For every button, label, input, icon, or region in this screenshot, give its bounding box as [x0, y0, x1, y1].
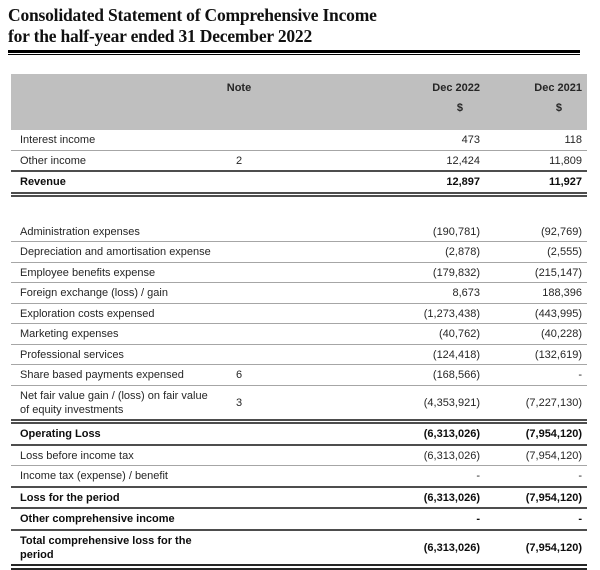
row-label: Marketing expenses — [11, 324, 216, 344]
table-row — [11, 365, 587, 386]
row-value-dec2022: (179,832) — [262, 263, 480, 283]
row-value-dec2021: (7,954,120) — [480, 538, 587, 558]
row-label: Revenue — [11, 172, 216, 192]
row-value-dec2022: (2,878) — [262, 242, 480, 262]
row-value-dec2022: 12,897 — [262, 172, 480, 192]
row-note — [216, 137, 262, 143]
row-label: Net fair value gain / (loss) on fair value of equity investments — [11, 386, 216, 420]
header-dec-2021-column — [480, 81, 587, 130]
row-value-dec2022: (6,313,026) — [262, 538, 480, 558]
header-period2-label: Dec 2021 — [534, 82, 582, 94]
row-value-dec2021: (7,954,120) — [480, 424, 587, 444]
currency-symbol-dec-2021: $ — [480, 101, 582, 115]
row-value-dec2021: 11,809 — [480, 151, 587, 171]
row-note — [216, 473, 262, 479]
header-period1-label: Dec 2022 — [432, 82, 480, 94]
row-label: Interest income — [11, 130, 216, 150]
row-note — [216, 229, 262, 235]
row-note — [216, 431, 262, 437]
row-note — [216, 179, 262, 185]
row-note — [216, 249, 262, 255]
table-row — [11, 222, 587, 243]
row-label: Exploration costs expensed — [11, 304, 216, 324]
header-dec-2022-column — [262, 81, 480, 130]
table-row — [11, 386, 587, 425]
row-label: Foreign exchange (loss) / gain — [11, 283, 216, 303]
row-value-dec2022: (124,418) — [262, 345, 480, 365]
row-note — [216, 516, 262, 522]
table-row — [11, 466, 587, 488]
row-label: Employee benefits expense — [11, 263, 216, 283]
row-value-dec2022: (168,566) — [262, 365, 480, 385]
table-row — [11, 304, 587, 325]
table-row — [11, 130, 587, 151]
row-value-dec2022: (190,781) — [262, 222, 480, 242]
row-label: Other income — [11, 151, 216, 171]
row-value-dec2022: (1,273,438) — [262, 304, 480, 324]
table-section-spacer — [11, 197, 587, 222]
table-body — [11, 130, 587, 570]
row-label: Depreciation and amortisation expense — [11, 242, 216, 262]
page-title-line2: for the half-year ended 31 December 2022 — [8, 26, 312, 46]
row-value-dec2022: (6,313,026) — [262, 488, 480, 508]
row-note — [216, 453, 262, 459]
header-label-column — [11, 81, 216, 130]
page-title-line1: Consolidated Statement of Comprehensive Income — [8, 5, 377, 25]
table-row — [11, 446, 587, 467]
table-row — [11, 151, 587, 173]
row-note — [216, 270, 262, 276]
table-header-row — [11, 74, 587, 130]
row-note: 2 — [216, 151, 262, 171]
row-value-dec2022: 473 — [262, 130, 480, 150]
row-label: Other comprehensive income — [11, 509, 216, 529]
row-label: Income tax (expense) / benefit — [11, 466, 216, 486]
row-note — [216, 545, 262, 551]
row-note: 6 — [216, 365, 262, 385]
table-row — [11, 263, 587, 284]
row-value-dec2021: (215,147) — [480, 263, 587, 283]
title-underline-rule — [8, 50, 580, 55]
row-value-dec2021: (92,769) — [480, 222, 587, 242]
row-note — [216, 495, 262, 501]
table-row — [11, 172, 587, 197]
row-note: 3 — [216, 393, 262, 413]
row-value-dec2021: (443,995) — [480, 304, 587, 324]
row-value-dec2021: (7,954,120) — [480, 488, 587, 508]
row-value-dec2022: (40,762) — [262, 324, 480, 344]
row-note — [216, 331, 262, 337]
row-value-dec2021: 188,396 — [480, 283, 587, 303]
row-label: Total comprehensive loss for the period — [11, 531, 216, 565]
row-value-dec2022: (4,353,921) — [262, 393, 480, 413]
table-row — [11, 324, 587, 345]
row-value-dec2021: (2,555) — [480, 242, 587, 262]
table-row — [11, 242, 587, 263]
row-value-dec2021: - — [480, 466, 587, 486]
table-row — [11, 531, 587, 570]
table-row — [11, 509, 587, 531]
row-label: Administration expenses — [11, 222, 216, 242]
row-label: Professional services — [11, 345, 216, 365]
table-row — [11, 283, 587, 304]
row-value-dec2021: - — [480, 365, 587, 385]
row-note — [216, 352, 262, 358]
currency-symbol-dec-2022: $ — [262, 101, 480, 115]
table-row — [11, 345, 587, 366]
row-note — [216, 290, 262, 296]
row-value-dec2021: (7,954,120) — [480, 446, 587, 466]
table-row — [11, 488, 587, 510]
row-value-dec2021: (7,227,130) — [480, 393, 587, 413]
row-value-dec2022: 8,673 — [262, 283, 480, 303]
row-label: Loss for the period — [11, 488, 216, 508]
row-value-dec2022: 12,424 — [262, 151, 480, 171]
row-value-dec2021: 11,927 — [480, 172, 587, 192]
row-label: Operating Loss — [11, 424, 216, 444]
header-note-column: Note — [216, 81, 262, 130]
row-note — [216, 311, 262, 317]
row-value-dec2021: (132,619) — [480, 345, 587, 365]
row-value-dec2021: - — [480, 509, 587, 529]
table-row — [11, 424, 587, 446]
row-value-dec2022: - — [262, 509, 480, 529]
page-title — [8, 5, 590, 47]
row-value-dec2022: (6,313,026) — [262, 424, 480, 444]
row-value-dec2021: (40,228) — [480, 324, 587, 344]
row-value-dec2021: 118 — [480, 130, 587, 150]
row-label: Share based payments expensed — [11, 365, 216, 385]
comprehensive-income-table — [11, 74, 587, 570]
row-label: Loss before income tax — [11, 446, 216, 466]
row-value-dec2022: - — [262, 466, 480, 486]
row-value-dec2022: (6,313,026) — [262, 446, 480, 466]
